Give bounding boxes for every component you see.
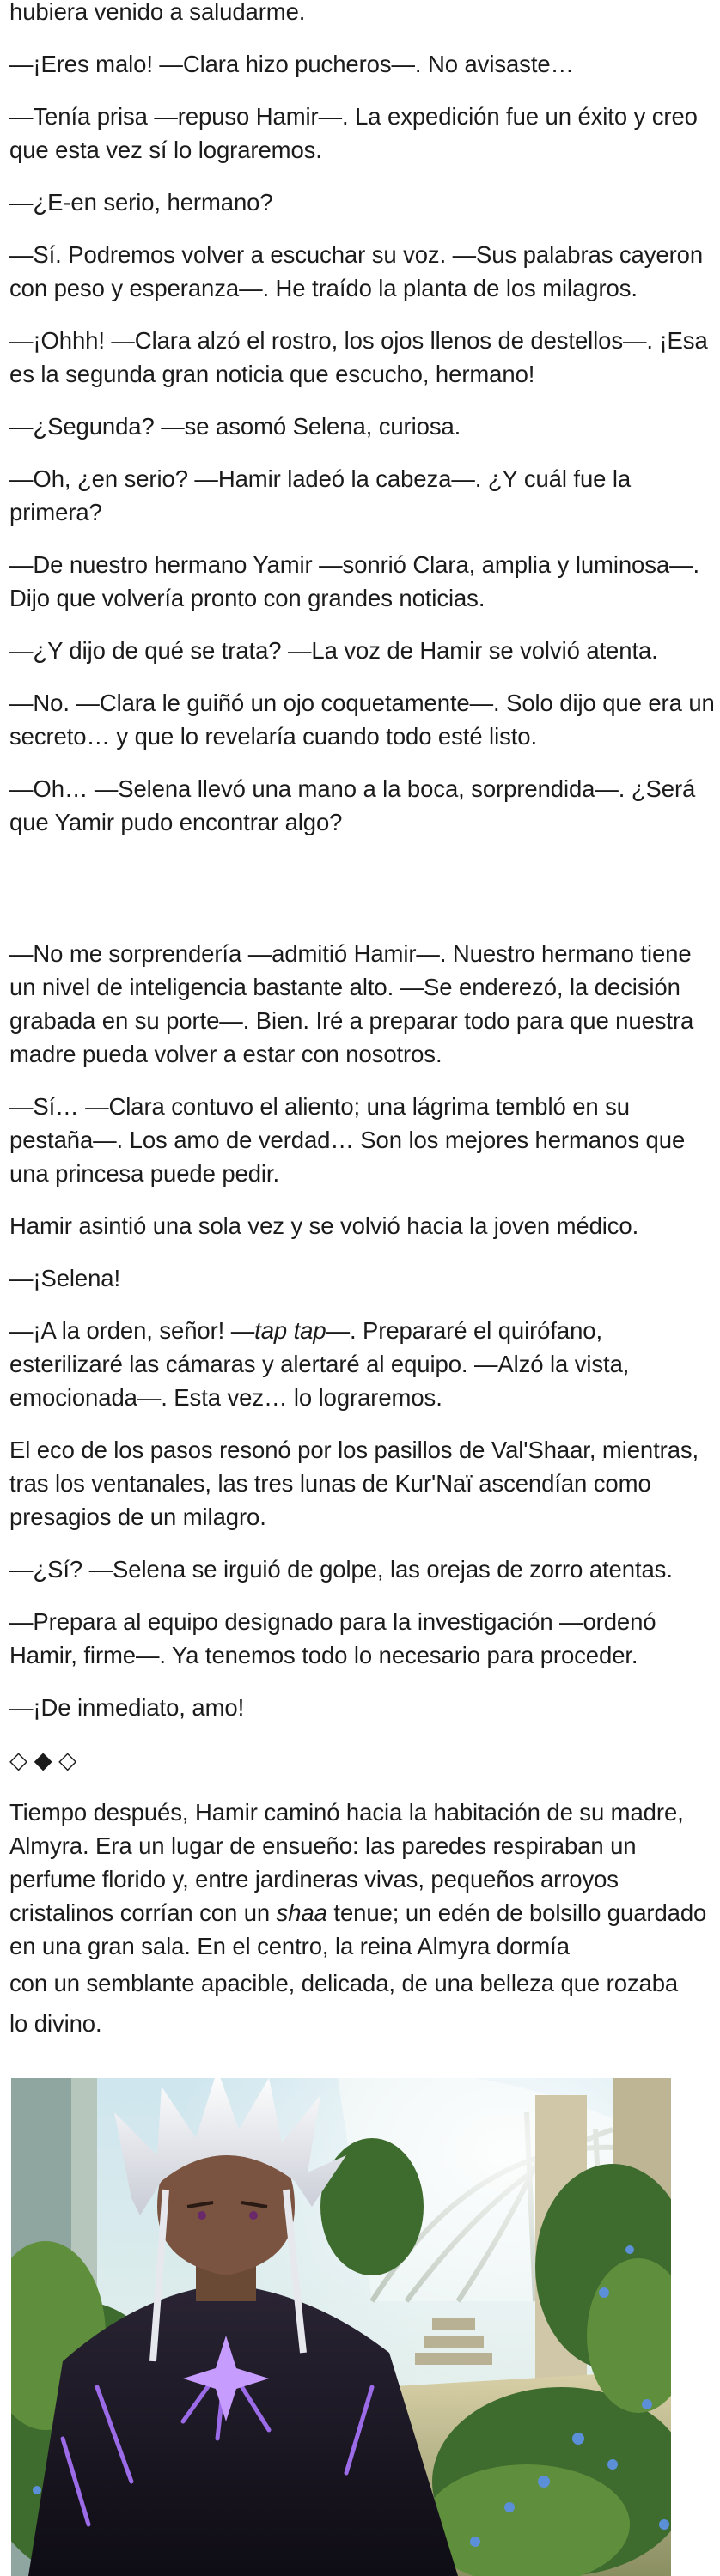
- paragraph-part: tenue; un edén de bolsillo guardado en una gran sala. En el centro, la reina Almyra dormía: [9, 1899, 707, 1959]
- story-text: [9, 0, 719, 2044]
- paragraph: —¡Selena!: [9, 1265, 121, 1291]
- paragraph: —No me sorprendería —admitió Hamir—. Nuestro hermano tiene un nivel de inteligencia bastante alto. —Se enderezó, la decisión grabada en su porte—. Bien. Iré a preparar todo para que nuestra madre pueda volver a estar con nosotros.: [9, 940, 694, 1067]
- paragraph: —¡De inmediato, amo!: [9, 1694, 245, 1721]
- paragraph: —¿Segunda? —se asomó Selena, curiosa.: [9, 413, 461, 440]
- paragraph-part: Tiempo después, Hamir caminó hacia la habitación de su madre, Almyra. Era un lugar de ensueño: las paredes respiraban un perfume florido y, entre jardineras vivas, pequeños arroyos cristalinos corrían con un: [9, 1799, 684, 1926]
- sound-effect: tap tap: [254, 1317, 326, 1344]
- paragraph: —Sí… —Clara contuvo el aliento; una lágrima tembló en su pestaña—. Los amo de verdad… Son los mejores hermanos que una princesa puede pedir.: [9, 1093, 686, 1187]
- paragraph: —No. —Clara le guiñó un ojo coquetamente—. Solo dijo que era un secreto… y que lo revelaría cuando todo esté listo.: [9, 690, 715, 750]
- paragraph-line: lo divino.: [9, 2010, 102, 2037]
- paragraph: —¿Sí? —Selena se irguió de golpe, las orejas de zorro atentas.: [9, 1556, 673, 1583]
- paragraph: —Sí. Podremos volver a escuchar su voz. —Sus palabras cayeron con peso y esperanza—. He traído la planta de los milagros.: [9, 241, 704, 301]
- paragraph-line: con un semblante apacible, delicada, de una belleza que rozaba: [9, 1970, 679, 1996]
- scene-separator: ◇ ◆ ◇: [9, 1747, 77, 1773]
- blank-space: [9, 858, 719, 937]
- paragraph: hubiera venido a saludarme.: [9, 0, 306, 25]
- paragraph: [9, 1314, 719, 1414]
- paragraph: —¿E-en serio, hermano?: [9, 189, 273, 216]
- paragraph: [9, 1795, 719, 1963]
- paragraph: El eco de los pasos resonó por los pasillos de Val'Shaar, mientras, tras los ventanales, las tres lunas de Kur'Naï ascendían como presagios de un milagro.: [9, 1437, 699, 1530]
- paragraph: —Tenía prisa —repuso Hamir—. La expedición fue un éxito y creo que esta vez sí lo lograremos.: [9, 103, 698, 163]
- paragraph: —¡Ohhh! —Clara alzó el rostro, los ojos llenos de destellos—. ¡Esa es la segunda gran noticia que escucho, hermano!: [9, 327, 708, 387]
- paragraph-part: —. Prepararé el quirófano, esterilizaré las cámaras y alertaré al equipo. —Alzó la vista, emocionada—. Esta vez… lo lograremos.: [9, 1317, 630, 1411]
- paragraph: —De nuestro hermano Yamir —sonrió Clara, amplia y luminosa—. Dijo que volvería pronto con grandes noticias.: [9, 551, 700, 611]
- emphasis: shaa: [276, 1899, 327, 1926]
- paragraph-part: —¡A la orden, señor! —: [9, 1317, 255, 1344]
- story-illustration: [11, 2078, 671, 2576]
- paragraph: —Oh, ¿en serio? —Hamir ladeó la cabeza—. ¿Y cuál fue la primera?: [9, 465, 632, 526]
- illustration-art: [11, 2078, 671, 2576]
- paragraph: —Oh… —Selena llevó una mano a la boca, sorprendida—. ¿Será que Yamir pudo encontrar algo?: [9, 775, 696, 835]
- paragraph: —Prepara al equipo designado para la investigación —ordenó Hamir, firme—. Ya tenemos todo lo necesario para proceder.: [9, 1608, 656, 1668]
- paragraph: Hamir asintió una sola vez y se volvió hacia la joven médico.: [9, 1212, 639, 1239]
- paragraph: —¡Eres malo! —Clara hizo pucheros—. No avisaste…: [9, 51, 574, 77]
- paragraph: —¿Y dijo de qué se trata? —La voz de Hamir se volvió atenta.: [9, 637, 658, 664]
